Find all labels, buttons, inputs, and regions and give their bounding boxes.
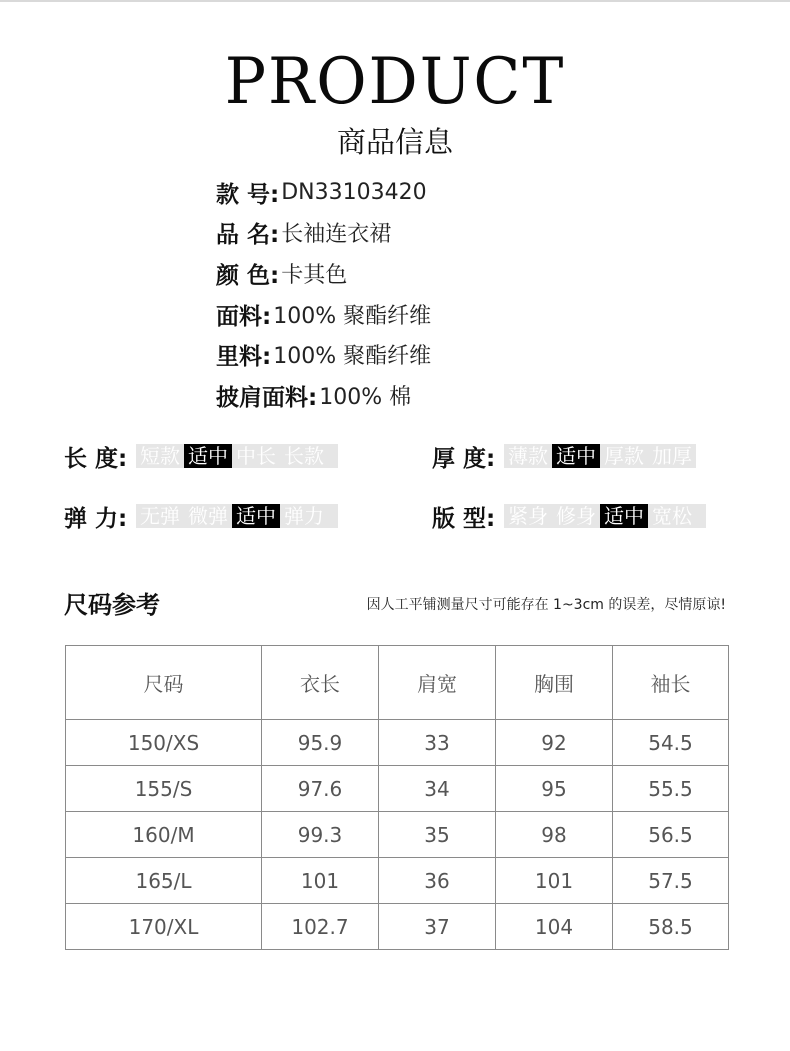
attr-scale (504, 504, 706, 528)
page-subtitle: 商品信息 (336, 125, 453, 159)
table-row (66, 812, 729, 858)
table-cell: 170/XL (66, 904, 262, 950)
info-value: 卡其色 (281, 262, 348, 288)
product-info-list (216, 172, 431, 416)
table-cell: 98 (496, 812, 613, 858)
attr-option: 微弹 (188, 504, 228, 528)
attr-option: 弹力 (284, 504, 324, 528)
info-value: 100% 聚酯纤维 (273, 303, 432, 329)
info-value: 长袖连衣裙 (281, 222, 392, 248)
info-label: 颜 色: (216, 262, 280, 289)
attr-option-selected: 适中 (552, 444, 600, 468)
table-cell: 97.6 (262, 766, 379, 812)
info-row-style-no (216, 172, 431, 213)
column-header: 尺码 (66, 646, 262, 720)
table-cell: 101 (496, 858, 613, 904)
table-cell: 92 (496, 720, 613, 766)
table-cell: 102.7 (262, 904, 379, 950)
table-row (66, 720, 729, 766)
top-divider (0, 0, 790, 2)
attr-scale (136, 444, 338, 468)
attr-label: 弹 力: (64, 505, 128, 532)
attr-scale (136, 504, 338, 528)
attr-option: 宽松 (652, 504, 692, 528)
attr-option: 无弹 (140, 504, 180, 528)
table-cell: 35 (379, 812, 496, 858)
table-cell: 37 (379, 904, 496, 950)
info-value: DN33103420 (281, 179, 427, 205)
attr-label: 厚 度: (432, 445, 496, 472)
info-label: 里料: (216, 344, 272, 371)
table-cell: 95.9 (262, 720, 379, 766)
column-header: 衣长 (262, 646, 379, 720)
attr-option: 加厚 (652, 444, 692, 468)
table-row (66, 766, 729, 812)
size-section-note: 因人工平铺测量尺寸可能存在 1~3cm 的误差，尽情原谅! (366, 597, 726, 613)
attr-elasticity (64, 502, 338, 530)
attr-thickness (432, 442, 696, 470)
attr-option-selected: 适中 (232, 504, 280, 528)
column-header: 肩宽 (379, 646, 496, 720)
table-cell: 34 (379, 766, 496, 812)
table-cell: 57.5 (613, 858, 729, 904)
table-header-row (66, 646, 729, 720)
table-cell: 55.5 (613, 766, 729, 812)
attr-option-selected: 适中 (184, 444, 232, 468)
table-cell: 99.3 (262, 812, 379, 858)
table-cell: 54.5 (613, 720, 729, 766)
attr-option: 中长 (236, 444, 276, 468)
attr-length (64, 442, 338, 470)
size-section-title: 尺码参考 (64, 591, 160, 619)
table-cell: 150/XS (66, 720, 262, 766)
info-label: 款 号: (216, 181, 280, 208)
info-value: 100% 棉 (319, 384, 412, 410)
attr-option: 长款 (284, 444, 324, 468)
info-label: 品 名: (216, 222, 280, 249)
table-cell: 58.5 (613, 904, 729, 950)
table-row (66, 858, 729, 904)
attr-option: 薄款 (508, 444, 548, 468)
attr-scale (504, 444, 696, 468)
table-cell: 104 (496, 904, 613, 950)
info-row-lining (216, 334, 431, 375)
column-header: 袖长 (613, 646, 729, 720)
table-cell: 36 (379, 858, 496, 904)
attr-option: 修身 (556, 504, 596, 528)
attr-fit (432, 502, 706, 530)
info-row-fabric (216, 294, 431, 335)
attr-label: 版 型: (432, 505, 496, 532)
table-cell: 101 (262, 858, 379, 904)
table-cell: 160/M (66, 812, 262, 858)
info-row-shawl-fabric (216, 375, 431, 416)
table-cell: 155/S (66, 766, 262, 812)
attr-option: 紧身 (508, 504, 548, 528)
page-title: PRODUCT (224, 45, 566, 119)
table-cell: 95 (496, 766, 613, 812)
attr-label: 长 度: (64, 445, 128, 472)
table-cell: 33 (379, 720, 496, 766)
info-value: 100% 聚酯纤维 (273, 344, 432, 370)
table-row (66, 904, 729, 950)
attr-option: 厚款 (604, 444, 644, 468)
size-table (65, 645, 729, 950)
attr-option: 短款 (140, 444, 180, 468)
table-cell: 56.5 (613, 812, 729, 858)
column-header: 胸围 (496, 646, 613, 720)
info-row-color (216, 253, 431, 294)
attr-option-selected: 适中 (600, 504, 648, 528)
info-row-name (216, 213, 431, 254)
info-label: 面料: (216, 303, 272, 330)
info-label: 披肩面料: (216, 384, 318, 411)
table-cell: 165/L (66, 858, 262, 904)
